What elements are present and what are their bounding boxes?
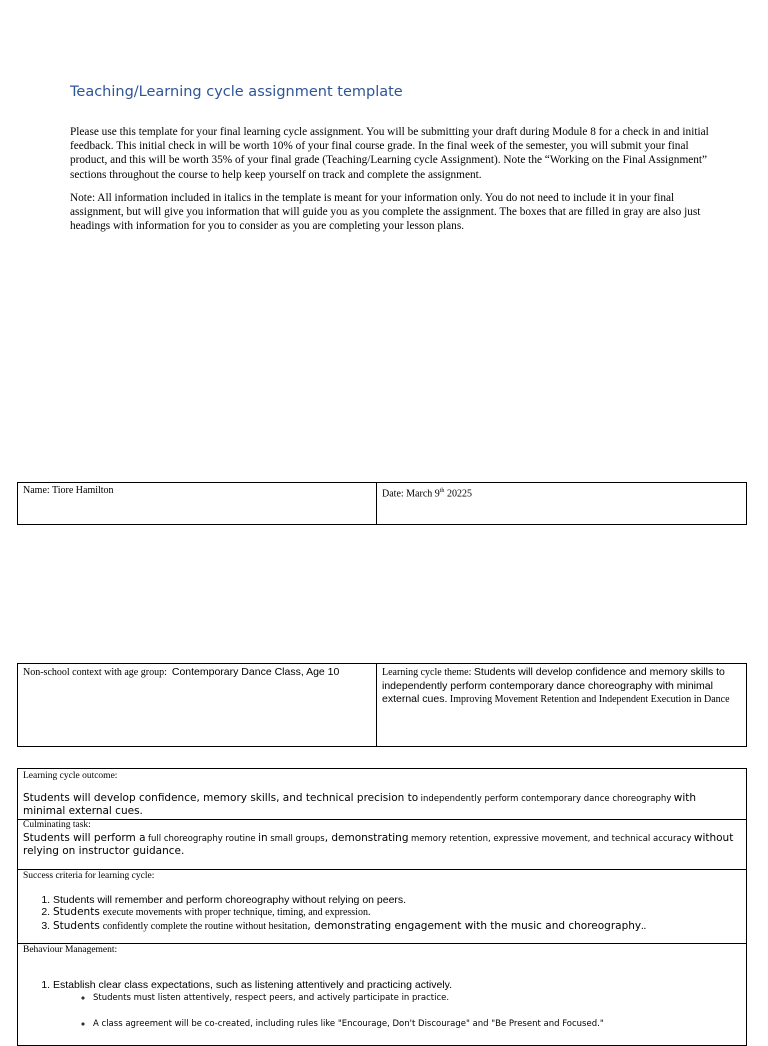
success-item-3b: confidently complete the routine without hesitation <box>102 920 308 932</box>
list-item <box>53 920 741 934</box>
success-cell <box>17 869 747 944</box>
theme-cell <box>377 664 747 747</box>
context-cell <box>18 664 377 747</box>
culminating-text-5: , demonstrating <box>324 831 409 844</box>
date-suffix: th <box>439 488 445 494</box>
list-item <box>53 906 741 920</box>
behaviour-item-1: Establish clear class expectations, such as listening attentively and practicing actively. <box>53 978 453 991</box>
culminating-text-6: memory retention, expressive movement, and technical accuracy <box>411 833 692 844</box>
date-year: 20225 <box>444 488 472 500</box>
success-item-3a: Students <box>53 919 100 932</box>
behaviour-cell <box>17 943 747 1046</box>
behaviour-list <box>23 979 741 1031</box>
outcome-label: Learning cycle outcome: <box>23 771 118 781</box>
context-label: Non-school context with age group: <box>23 667 167 678</box>
date-cell <box>377 483 747 525</box>
success-item-3d: .. <box>641 920 647 932</box>
outcome-cell <box>17 768 747 820</box>
theme-value: Students will develop confidence and memory skills to independently perform contemporary dance choreography with minimal external cues. <box>382 666 725 705</box>
list-item <box>93 992 741 1004</box>
outcome-text-2: independently perform contemporary dance choreography <box>420 793 672 804</box>
culminating-text-3: in <box>258 831 268 844</box>
culminating-text-2: full choreography routine <box>148 833 256 844</box>
document-title: Teaching/Learning cycle assignment template <box>70 84 403 100</box>
culminating-text-7: without relying on instructor guidance. <box>23 831 734 857</box>
list-item <box>53 979 741 1031</box>
behaviour-label: Behaviour Management: <box>23 945 118 955</box>
behaviour-sublist <box>53 992 741 1030</box>
theme-extra: Improving Movement Retention and Independent Execution in Dance <box>449 694 730 705</box>
culminating-text-1: Students will perform a <box>23 831 146 844</box>
success-item-3c: , demonstrating engagement with the music and choreography <box>307 919 642 932</box>
success-item-1: Students will remember and perform choreography without relying on peers. <box>53 893 407 906</box>
behaviour-bullet-2: A class agreement will be co-created, including rules like "Encourage, Don't Discourage" and "Be Present and Focused." <box>93 1019 604 1029</box>
header-table <box>17 482 747 525</box>
note-paragraph: Note: All information included in italics in the template is meant for your information only. You do not need to include it in your final assignment, but will give you information that will guide you as you complete the assignment. The boxes that are filled in gray are also just headings with information for you to consider as you are completing your lesson plans. <box>70 192 701 233</box>
success-list <box>23 894 741 934</box>
success-item-2a: Students <box>53 906 100 918</box>
culminating-label: Culminating task: <box>23 820 91 830</box>
intro-paragraph: Please use this template for your final learning cycle assignment. You will be submitting your draft during Module 8 for a check in and initial feedback. This initial check in will be worth 10% of your final course grade. In the final week of the semester, you will submit your final product, and this will be worth 35% of your final grade (Teaching/Learning cycle Assignment). Note the “Working on the Final Assignment” sections throughout the course to help keep yourself on track and complete the assignment. <box>70 126 709 181</box>
name-text: Name: Tiore Hamilton <box>23 485 114 496</box>
culminating-cell <box>17 818 747 870</box>
outcome-text-3: with minimal external cues. <box>23 791 697 817</box>
name-cell <box>18 483 377 525</box>
success-label: Success criteria for learning cycle: <box>23 871 155 881</box>
theme-label: Learning cycle theme: <box>382 667 472 678</box>
context-table <box>17 663 747 747</box>
date-text: Date: March 9 <box>382 488 440 500</box>
list-item <box>93 1018 741 1030</box>
behaviour-bullet-1: Students must listen attentively, respect peers, and actively participate in practice. <box>93 993 450 1003</box>
context-value: Contemporary Dance Class, Age 10 <box>171 666 340 678</box>
culminating-text-4: small groups <box>270 833 325 844</box>
success-item-2b: execute movements with proper technique, timing, and expression. <box>102 907 371 918</box>
list-item <box>53 894 741 907</box>
outcome-text-1: Students will develop confidence, memory skills, and technical precision to <box>23 791 419 804</box>
